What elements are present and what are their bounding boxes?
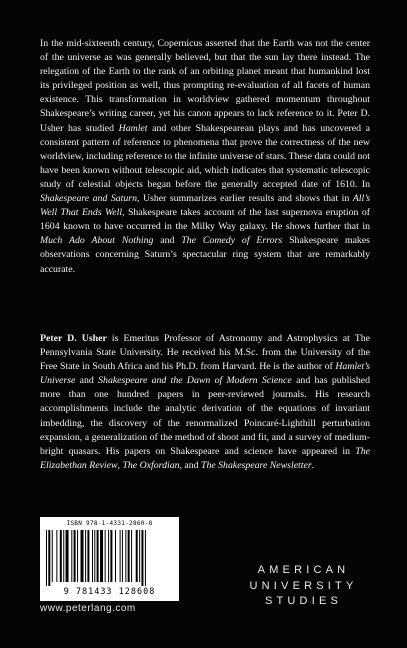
bio-text: . [311,459,315,471]
barcode-bar [131,530,132,582]
barcode-bar [94,530,95,582]
description-text: Shakespeare makes observations concerning Saturn’s spectacular ring system that are remarkably accurate. [40,235,370,275]
isbn-barcode [40,517,179,601]
barcode-bar [63,530,64,582]
bio-text: and [75,375,99,387]
barcode-bar [110,530,112,582]
barcode-digits: 9 781433 128608 [63,587,156,597]
barcode-bar [115,530,116,582]
title-shakespeare-and-saturn: Shakespeare and Saturn [40,193,137,205]
barcode-bar [128,530,130,582]
bio-text: and has published more than one hundred papers in peer-reviewed journals. His research accomplishments include the analytic derivation of the equations of invariant imbedding, the discovery of the renormalized Poincaré-Lighthill perturbation expansion, a generalization of the method of shoot and fit, and a survey of medium-bright quasars. His papers on Shakespeare and science have appeared in [40,375,370,457]
barcode-bar [122,530,123,582]
title-alls-well: All’s Well That Ends Well [40,193,371,219]
isbn-label: ISBN 978-1-4331-2860-8 [66,520,153,527]
barcode-bar [85,530,86,582]
title-elizabethan-review: The Elizabethan Review [40,445,370,471]
barcode-bar [125,530,126,582]
description-text: , Usher summarizes earlier results and shows that in [137,193,353,205]
barcode-bar [52,530,53,582]
barcode-bar [60,530,62,582]
description-text: In the mid-sixteenth century, Copernicus asserted that the Earth was not the center of the universe as was generally believed, but that the sun lay there instead. The relegation of the Earth to the rank of an orbiting planet meant that humankind lost its privileged position as well, thus prompting re-evaluation of all facets of human existence. This transformation in worldview gathered momentum throughout Shakespeare’s writing career, yet his canon appears to lack reference to it. Peter D. Usher has studied [40,38,370,134]
bio-text: , and [179,459,202,471]
series-line: AMERICAN [257,564,350,576]
title-oxfordian: The Oxfordian [122,459,180,471]
title-hamlet: Hamlet [118,122,148,134]
barcode-bar [108,530,109,582]
series-logo [236,563,371,610]
series-line: STUDIES [264,595,343,607]
barcode-bar [46,530,47,586]
barcode-bar [105,530,106,582]
barcode-bar [66,530,69,582]
title-much-ado: Much Ado About Nothing [40,235,154,247]
barcode-bars [46,530,173,586]
barcode-bar [141,530,143,586]
barcode-bar [71,530,72,582]
book-description [40,37,370,277]
barcode-bar [48,530,50,586]
bio-text: is Emeritus Professor of Astronomy and Astrophysics at The Pennsylvania State University. He received his M.Sc. from the University of the Free State in South Africa and his Ph.D. from Harvard. He is the author of [40,333,370,373]
title-hamlets-universe: Hamlet’s Universe [40,361,370,387]
description-text: and other Shakespearean plays and has uncovered a consistent pattern of reference to phenomena that prove the correctness of the new worldview, including reference to the infinite universe of stars. These data could not have been known without telescopic aid, which indicates that systematic telescopic study of celestial objects began before the generally accepted date of 1610. In [40,122,371,190]
barcode-bar [74,530,76,582]
series-line: UNIVERSITY [249,579,358,592]
title-comedy-of-errors: The Comedy of Errors [181,235,283,247]
barcode-bar [136,530,138,582]
barcode-bar [92,530,93,582]
barcode-bar [77,530,78,582]
author-bio [40,332,370,473]
barcode-bar [100,530,103,582]
barcode-bar [81,530,84,582]
title-shakespeare-newsletter: The Shakespeare Newsletter [201,459,312,471]
bio-text: , [117,459,123,471]
description-text: and [153,235,182,247]
barcode-bar [56,530,57,582]
publisher-website[interactable]: www.peterlang.com [40,603,136,614]
barcode-bar [120,530,121,582]
description-text: , Shakespeare takes account of the last supernova eruption of 1604 known to have occurred in the Milky Way galaxy. He shows further that in [40,207,370,233]
barcode-bar [87,530,89,582]
author-name: Peter D. Usher [40,333,107,344]
title-dawn-of-modern-science: Shakespeare and the Dawn of Modern Science [98,375,292,387]
barcode-bar [139,530,140,582]
barcode-bar [145,530,146,586]
barcode-bar [97,530,99,582]
